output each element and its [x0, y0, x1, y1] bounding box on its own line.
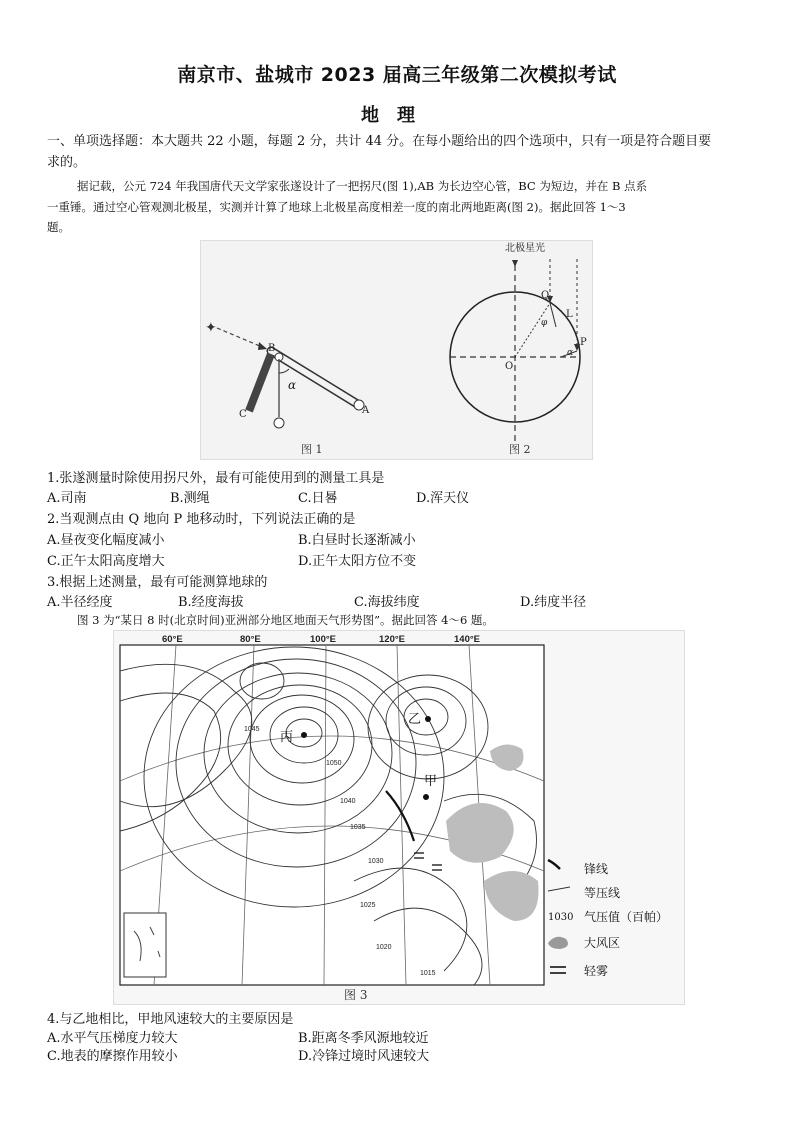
subject-heading: 地理: [361, 105, 433, 126]
q1-option-d: D.浑天仪: [416, 491, 470, 506]
legend-gale-label: 大风区: [584, 936, 621, 950]
isobar-value-1045: 1045: [244, 726, 260, 733]
figure-1-drawing: [205, 320, 370, 456]
q3-option-c: C.海拔纬度: [354, 595, 420, 610]
q2-option-c: C.正午太阳高度增大: [47, 554, 165, 569]
q4-option-c: C.地表的摩擦作用较小: [47, 1049, 178, 1064]
section-header-line2: 求的。: [47, 155, 87, 170]
isobar-value-1040: 1040: [340, 798, 356, 805]
place-jia: 甲: [424, 774, 438, 789]
intro-line1: 据记载，公元 724 年我国唐代天文学家张遂设计了一把拐尺(图 1),AB 为长边空心管，BC 为短边，并在 B 点系: [77, 179, 648, 193]
figure-3: [113, 630, 685, 1005]
star-light-label: 北极星光: [505, 243, 545, 254]
svg-text:α: α: [567, 348, 574, 358]
longitude-80e: 80°E: [240, 634, 261, 645]
figure-1-2: [200, 240, 593, 460]
legend-isobar-label: 等压线: [584, 886, 621, 900]
figure-1-2-drawing: [201, 241, 592, 459]
q3-option-b: B.经度海拔: [178, 595, 244, 610]
q1-option-c: C.日晷: [298, 491, 338, 506]
label-alpha: α: [288, 378, 297, 392]
q4-stem: 4.与乙地相比，甲地风速较大的主要原因是: [47, 1012, 294, 1027]
svg-text:φ: φ: [541, 318, 548, 328]
intro2-text: 图 3 为“某日 8 时(北京时间)亚洲部分地区地面天气形势图”。据此回答 4～6 题。: [77, 613, 494, 627]
label-c: C: [239, 409, 247, 420]
q4-option-d: D.冷锋过境时风速较大: [298, 1049, 430, 1064]
intro-line3: 题。: [47, 220, 70, 234]
q3-option-a: A.半径经度: [47, 595, 113, 610]
isobar-value-1015: 1015: [420, 970, 436, 977]
place-yi: 乙: [408, 712, 422, 727]
intro-line2: 一重锤。通过空心管观测北极星，实测并计算了地球上北极星高度相差一度的南北两地距离(图 2)。据此回答 1～3: [47, 200, 626, 214]
isobar-value-1020: 1020: [376, 944, 392, 951]
legend-isobar-symbol: [548, 887, 570, 891]
q3-stem: 3.根据上述测量，最有可能测算地球的: [47, 575, 268, 590]
label-l: L: [566, 309, 573, 320]
figure-3-map: [114, 631, 684, 1004]
q2-option-d: D.正午太阳方位不变: [298, 554, 417, 569]
figure-3-caption: 图 3: [344, 988, 368, 1002]
isobar-value-1035: 1035: [350, 824, 366, 831]
figure-1-caption: 图 1: [301, 443, 323, 456]
isobar-value-1030: 1030: [368, 858, 384, 865]
legend-front-label: 锋线: [584, 862, 609, 876]
label-q: Q: [541, 290, 550, 301]
q1-option-a: A.司南: [47, 491, 87, 506]
q4-option-a: A.水平气压梯度力较大: [47, 1031, 178, 1046]
legend-front-symbol: [548, 860, 560, 869]
section-header-line1: 一、单项选择题：本大题共 22 小题，每题 2 分，共计 44 分。在每小题给出的四个选项中，只有一项是符合题目要: [47, 134, 712, 149]
page-title: 南京市、盐城市 2023 届高三年级第二次模拟考试: [177, 64, 617, 86]
star-icon: ✦: [205, 320, 217, 336]
label-p: P: [580, 337, 587, 348]
q1-option-b: B.测绳: [170, 491, 210, 506]
longitude-100e: 100°E: [310, 634, 336, 645]
figure-3-legend: [548, 860, 668, 978]
label-o: O: [505, 361, 514, 372]
isobar-value-1025: 1025: [360, 902, 376, 909]
q2-option-a: A.昼夜变化幅度减小: [47, 533, 165, 548]
figure-2-drawing: [450, 241, 587, 456]
figure-2-caption: 图 2: [509, 443, 531, 456]
legend-gale-symbol: [548, 937, 568, 949]
q1-stem: 1.张遂测量时除使用拐尺外，最有可能使用到的测量工具是: [47, 471, 385, 486]
longitude-120e: 120°E: [379, 634, 405, 645]
label-b: B: [268, 343, 276, 354]
q3-option-d: D.纬度半径: [520, 595, 587, 610]
isobar-value-1050: 1050: [326, 760, 342, 767]
place-bing: 丙: [280, 730, 294, 745]
q2-stem: 2.当观测点由 Q 地向 P 地移动时，下列说法正确的是: [47, 512, 356, 527]
q2-option-b: B.白昼时长逐渐减小: [298, 533, 416, 548]
label-a: A: [362, 405, 370, 416]
legend-pressure-label: 气压值（百帕）: [584, 910, 669, 924]
longitude-60e: 60°E: [162, 634, 183, 645]
legend-fog-label: 轻雾: [584, 964, 609, 978]
legend-pressure-symbol: 1030: [548, 912, 574, 923]
q4-option-b: B.距离冬季风源地较近: [298, 1031, 429, 1046]
longitude-140e: 140°E: [454, 634, 480, 645]
